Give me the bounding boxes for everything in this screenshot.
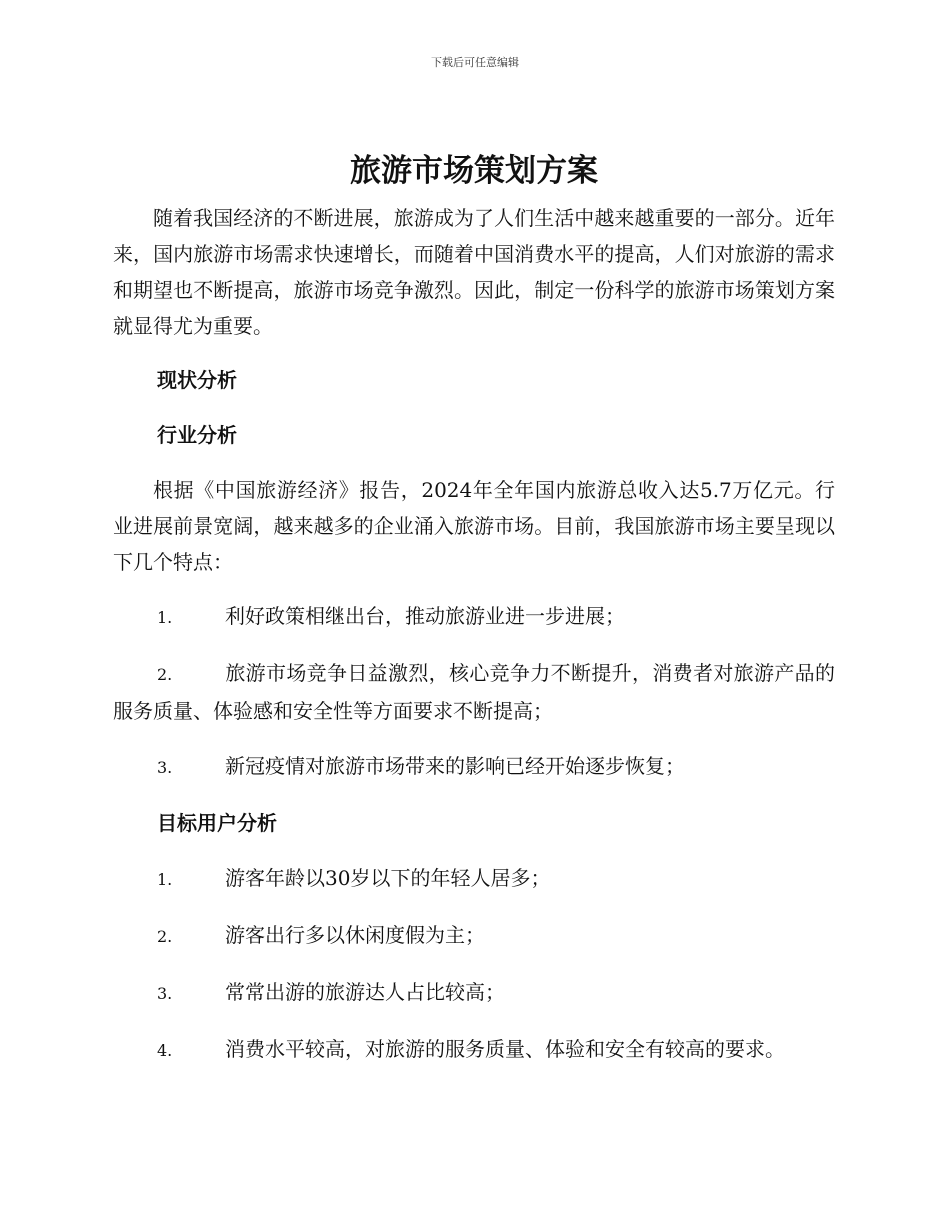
list-item bbox=[113, 1031, 835, 1069]
intro-paragraph: 随着我国经济的不断进展，旅游成为了人们生活中越来越重要的一部分。近年来，国内旅游市场需求快速增长，而随着中国消费水平的提高，人们对旅游的需求和期望也不断提高，旅游市场竞争激烈。因此，制定一份科学的旅游市场策划方案就显得尤为重要。 bbox=[113, 206, 835, 338]
list-text: 游客年龄以30岁以下的年轻人居多； bbox=[225, 866, 551, 890]
list-text: 新冠疫情对旅游市场带来的影响已经开始逐步恢复； bbox=[225, 754, 685, 778]
list-item bbox=[113, 655, 835, 729]
list-number: 1. bbox=[157, 870, 173, 889]
list-number: 4. bbox=[157, 1041, 173, 1060]
list-text: 旅游市场竞争日益激烈，核心竞争力不断提升，消费者对旅游产品的服务质量、体验感和安全性等方面要求不断提高； bbox=[113, 661, 835, 723]
section-heading-status: 现状分析 bbox=[157, 368, 237, 392]
list-item bbox=[113, 974, 835, 1012]
section-heading-users: 目标用户分析 bbox=[157, 811, 277, 835]
document-title: 旅游市场策划方案 bbox=[350, 153, 598, 189]
document-body bbox=[113, 150, 835, 1088]
list-item bbox=[113, 598, 835, 636]
list-number: 2. bbox=[157, 665, 173, 684]
list-text: 消费水平较高，对旅游的服务质量、体验和安全有较高的要求。 bbox=[225, 1037, 785, 1061]
list-item bbox=[113, 748, 835, 786]
list-item bbox=[113, 917, 835, 955]
list-number: 3. bbox=[157, 984, 173, 1003]
list-text: 利好政策相继出台，推动旅游业进一步进展； bbox=[225, 604, 625, 628]
list-number: 1. bbox=[157, 608, 173, 627]
list-number: 3. bbox=[157, 758, 173, 777]
list-item bbox=[113, 860, 835, 898]
section-heading-industry: 行业分析 bbox=[157, 423, 237, 447]
industry-paragraph: 根据《中国旅游经济》报告，2024年全年国内旅游总收入达5.7万亿元。行业进展前景宽阔，越来越多的企业涌入旅游市场。目前，我国旅游市场主要呈现以下几个特点： bbox=[113, 478, 835, 574]
list-text: 常常出游的旅游达人占比较高； bbox=[225, 980, 505, 1004]
header-note: 下载后可任意编辑 bbox=[431, 56, 519, 69]
list-number: 2. bbox=[157, 927, 173, 946]
list-text: 游客出行多以休闲度假为主； bbox=[225, 923, 485, 947]
